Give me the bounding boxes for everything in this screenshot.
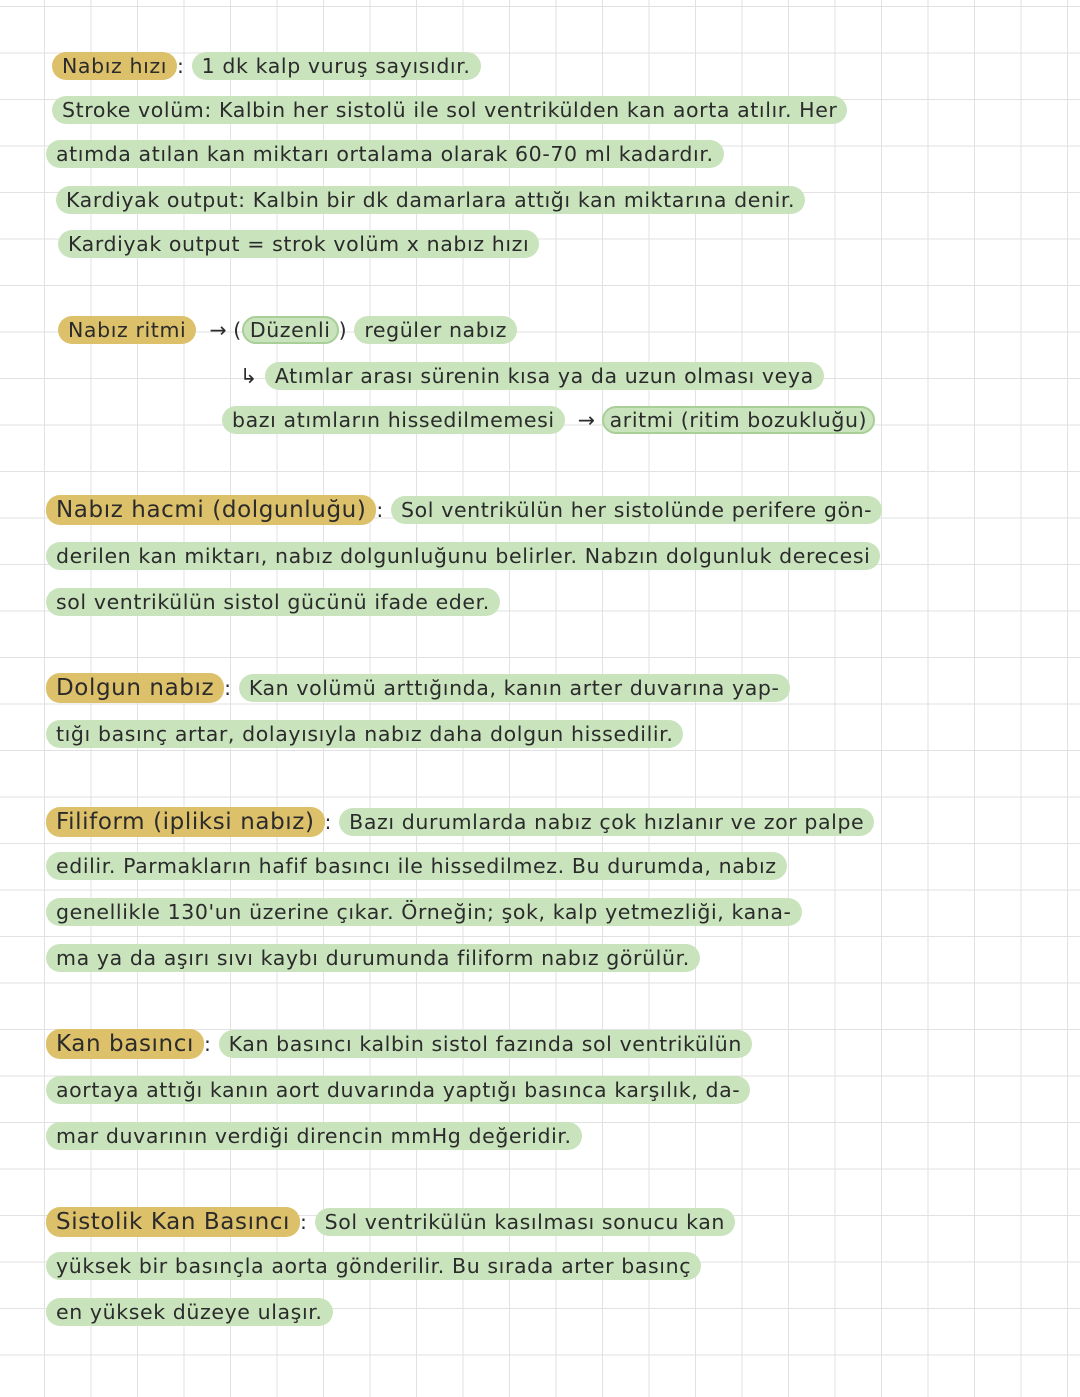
note-line [46, 944, 700, 972]
note-line [46, 720, 683, 748]
keyword-highlight: Sistolik Kan Basıncı [46, 1207, 300, 1237]
highlighted-text: Sol ventrikülün her sistolünde perifere gön- [391, 496, 882, 524]
note-line [58, 316, 517, 344]
formula: Kardiyak output = strok volüm x nabız hızı [58, 230, 539, 258]
highlighted-text: Kan volümü arttığında, kanın arter duvarına yap- [239, 674, 790, 702]
keyword-highlight: Nabız ritmi [58, 316, 196, 344]
highlighted-text [52, 96, 847, 124]
colon: : [238, 188, 246, 212]
paren: ( [233, 318, 242, 342]
note-line [46, 496, 882, 524]
arrow-icon: → [209, 318, 228, 342]
circled-word: Düzenli [242, 316, 339, 344]
highlighted-text: bazı atımların hissedilmemesi [222, 406, 565, 434]
note-line [46, 898, 802, 926]
note-line [46, 1076, 750, 1104]
highlighted-text: edilir. Parmakların hafif basıncı ile hissedilmez. Bu durumda, nabız [46, 852, 787, 880]
keyword-highlight: Kan basıncı [46, 1029, 204, 1059]
colon: : [203, 1032, 212, 1056]
note-line [46, 1122, 582, 1150]
highlighted-text: Sol ventrikülün kasılması sonucu kan [315, 1208, 735, 1236]
highlighted-text: Bazı durumlarda nabız çok hızlanır ve zor palpe [339, 808, 874, 836]
definition: Kalbin her sistolü ile sol ventrikülden kan aorta atılır. Her [219, 98, 838, 122]
highlighted-text: genellikle 130'un üzerine çıkar. Örneğin; şok, kalp yetmezliği, kana- [46, 898, 802, 926]
colon: : [177, 54, 185, 78]
arrow-icon: → [577, 408, 596, 432]
colon: : [324, 810, 333, 834]
note-line [52, 52, 481, 80]
note-line [46, 1030, 752, 1058]
note-line [46, 808, 874, 836]
highlighted-text: tığı basınç artar, dolayısıyla nabız daha dolgun hissedilir. [46, 720, 683, 748]
highlighted-text: aortaya attığı kanın aort duvarında yaptığı basınca karşılık, da- [46, 1076, 750, 1104]
circled-word: aritmi (ritim bozukluğu) [602, 406, 876, 434]
colon: : [204, 98, 212, 122]
keyword-highlight: Dolgun nabız [46, 673, 224, 703]
sub-arrow-icon: ↳ [240, 364, 258, 388]
note-line [240, 362, 824, 390]
highlighted-text [56, 186, 805, 214]
note-line [46, 1208, 735, 1236]
paren: ) [338, 318, 348, 342]
note-line [46, 852, 787, 880]
note-line [46, 542, 880, 570]
highlighted-text: Kan basıncı kalbin sistol fazında sol ventrikülün [219, 1030, 752, 1058]
note-line [58, 230, 539, 258]
highlighted-text: 1 dk kalp vuruş sayısıdır. [192, 52, 481, 80]
keyword-highlight: Nabız hızı [52, 52, 177, 80]
highlighted-text: Atımlar arası sürenin kısa ya da uzun olması veya [265, 362, 824, 390]
note-line [46, 1298, 333, 1326]
highlighted-text: regüler nabız [354, 316, 517, 344]
note-line [222, 406, 875, 434]
colon: : [224, 676, 232, 700]
highlighted-text: derilen kan miktarı, nabız dolgunluğunu belirler. Nabzın dolgunluk derecesi [46, 542, 880, 570]
definition: Kalbin bir dk damarlara attığı kan miktarına denir. [252, 188, 796, 212]
term: Kardiyak output [66, 188, 239, 212]
highlighted-text: en yüksek düzeye ulaşır. [46, 1298, 333, 1326]
highlighted-text: sol ventrikülün sistol gücünü ifade eder. [46, 588, 500, 616]
highlighted-text: ma ya da aşırı sıvı kaybı durumunda filiform nabız görülür. [46, 944, 700, 972]
note-line [56, 186, 805, 214]
note-line [46, 1252, 701, 1280]
keyword-highlight: Nabız hacmi (dolgunluğu) [46, 495, 376, 525]
highlighted-text: atımda atılan kan miktarı ortalama olarak 60-70 ml kadardır. [46, 140, 724, 168]
note-line [46, 674, 790, 702]
highlighted-text: yüksek bir basınçla aorta gönderilir. Bu sırada arter basınç [46, 1252, 701, 1280]
note-line [46, 588, 500, 616]
note-line [46, 140, 724, 168]
highlighted-text: mar duvarının verdiği direncin mmHg değeridir. [46, 1122, 582, 1150]
term: Stroke volüm [62, 98, 205, 122]
keyword-highlight: Filiform (ipliksi nabız) [46, 807, 325, 837]
colon: : [300, 1210, 308, 1234]
colon: : [376, 498, 384, 522]
note-line [52, 96, 847, 124]
